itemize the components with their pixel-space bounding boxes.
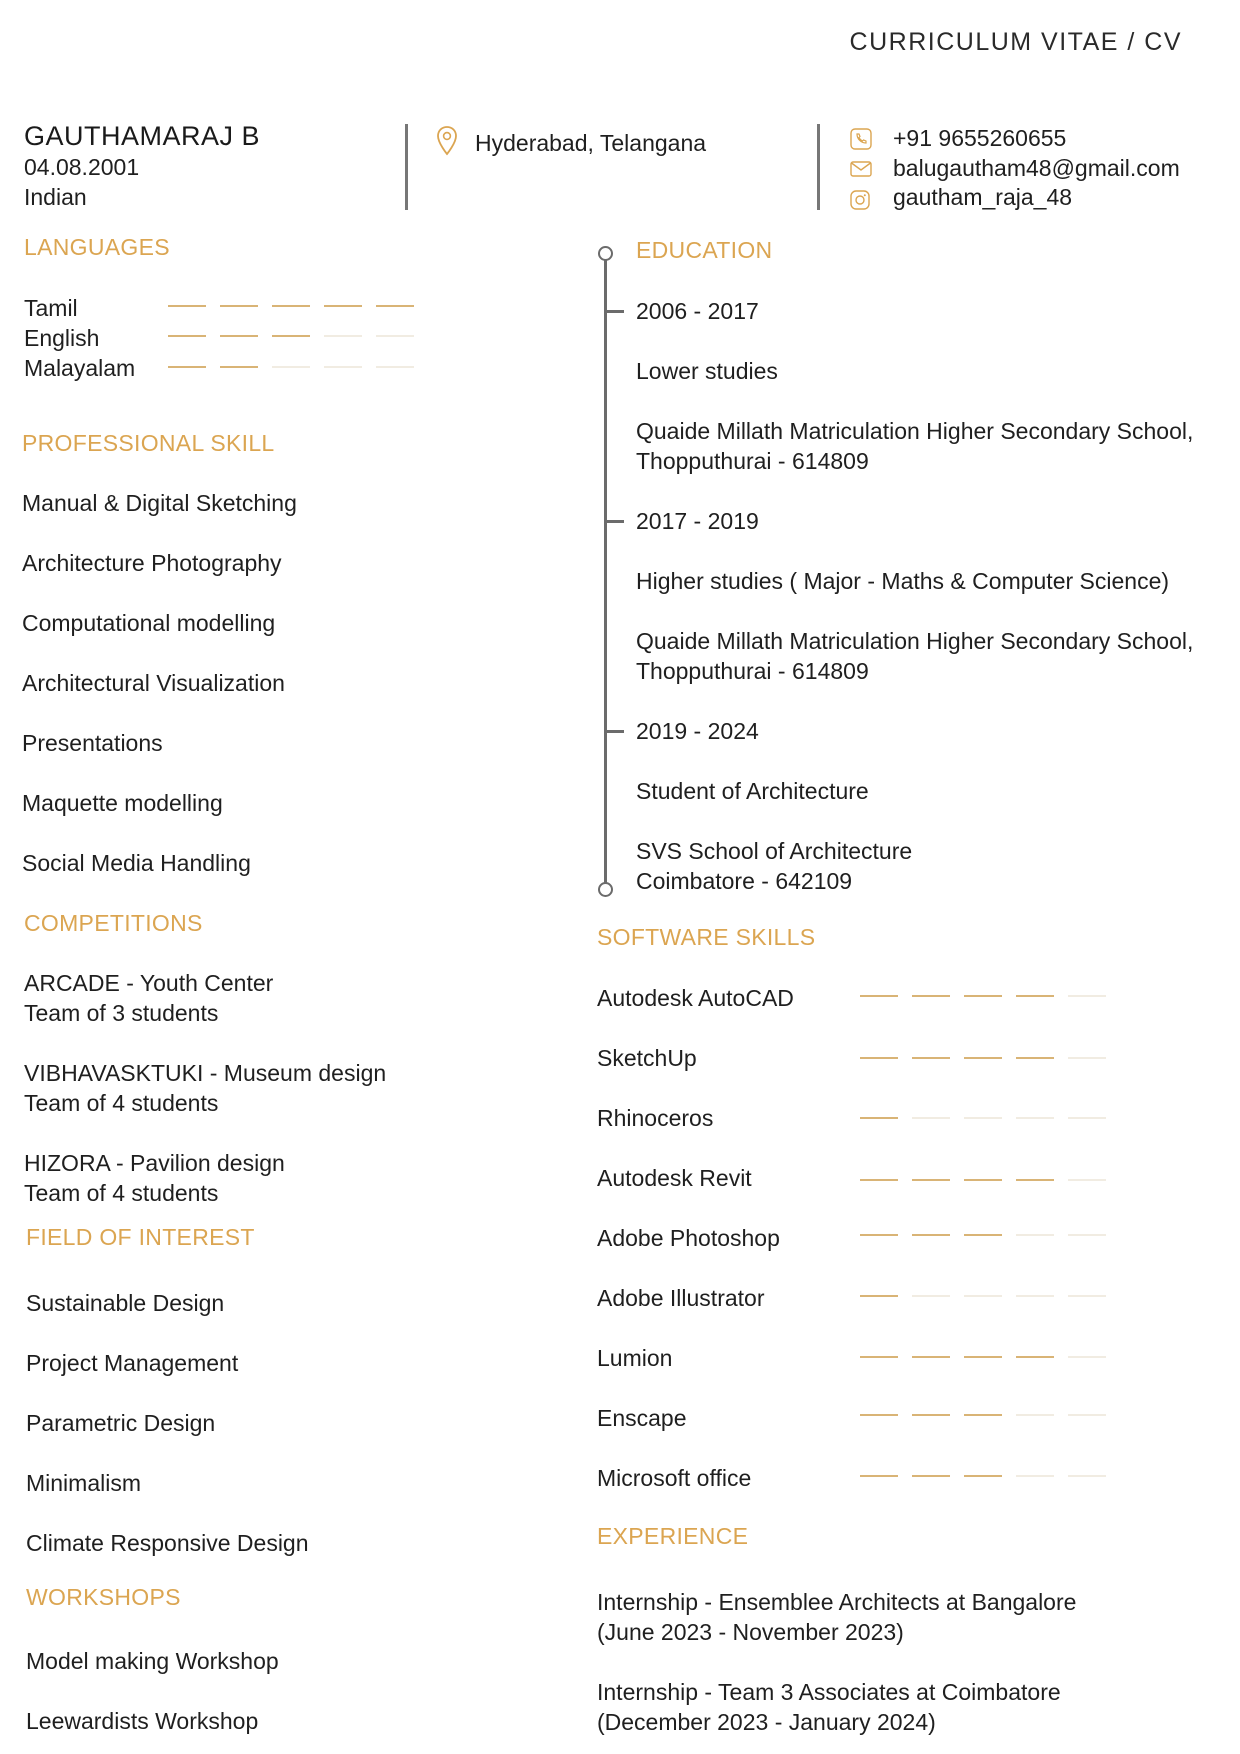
software-name: SketchUp [597,1045,697,1071]
nationality: Indian [24,184,87,210]
experience-role: Internship - Team 3 Associates at Coimbatore [597,1679,1061,1705]
level-dash-filled [272,335,310,337]
level-dash-filled [220,305,258,307]
experience-period: (December 2023 - January 2024) [597,1709,936,1735]
level-dash-filled [912,1234,950,1236]
experience-period: (June 2023 - November 2023) [597,1619,904,1645]
software-level-bar [860,1414,1120,1416]
language-name: Malayalam [24,355,136,381]
level-dash-empty [324,335,362,337]
workshops-heading: WORKSHOPS [26,1584,181,1610]
level-dash-empty [1016,1234,1054,1236]
competition-item [24,1058,386,1118]
software-name: Autodesk AutoCAD [597,985,794,1011]
level-dash-empty [964,1295,1002,1297]
interest-item: Minimalism [26,1470,141,1496]
level-dash-filled [912,1414,950,1416]
email-address: balugautham48@gmail.com [893,155,1180,181]
level-dash-filled [860,1356,898,1358]
header-divider-1 [405,124,408,210]
education-level: Student of Architecture [636,778,869,804]
level-dash-empty [1016,1117,1054,1119]
school-name: Quaide Millath Matriculation Higher Secondary School, [636,418,1194,444]
level-dash-empty [272,366,310,368]
location-text: Hyderabad, Telangana [475,130,707,156]
software-name: Adobe Photoshop [597,1225,780,1251]
level-dash-empty [1068,1179,1106,1181]
skill-item: Architectural Visualization [22,670,285,696]
experience-item [597,1677,1061,1737]
skill-item: Manual & Digital Sketching [22,490,297,516]
level-dash-empty [912,1117,950,1119]
level-dash-empty [1016,1475,1054,1477]
experience-role: Internship - Ensemblee Architects at Bangalore [597,1589,1077,1615]
level-dash-filled [860,1117,898,1119]
level-dash-empty [324,366,362,368]
level-dash-filled [860,1057,898,1059]
interest-item: Climate Responsive Design [26,1530,309,1556]
software-name: Adobe Illustrator [597,1285,765,1311]
education-school [636,416,1193,476]
timeline-tick [604,520,624,523]
skill-item: Social Media Handling [22,850,251,876]
timeline-tick [604,310,624,313]
interest-item: Parametric Design [26,1410,216,1436]
competition-team: Team of 3 students [24,1000,219,1026]
skill-item: Presentations [22,730,163,756]
competition-team: Team of 4 students [24,1090,219,1116]
software-name: Autodesk Revit [597,1165,752,1191]
competition-title: VIBHAVASKTUKI - Museum design [24,1060,387,1086]
level-dash-filled [912,1475,950,1477]
software-level-bar [860,1234,1120,1236]
language-level-bar [168,335,428,337]
experience-heading: EXPERIENCE [597,1523,749,1549]
school-location: Thopputhurai - 614809 [636,448,869,474]
competition-team: Team of 4 students [24,1180,219,1206]
software-level-bar [860,1117,1120,1119]
level-dash-filled [860,1234,898,1236]
software-level-bar [860,1295,1120,1297]
school-name: SVS School of Architecture [636,838,913,864]
instagram-handle: gautham_raja_48 [893,184,1073,210]
software-name: Rhinoceros [597,1105,714,1131]
language-level-bar [168,305,428,307]
language-name: English [24,325,100,351]
software-level-bar [860,1475,1120,1477]
field-of-interest-heading: FIELD OF INTEREST [26,1224,255,1250]
level-dash-empty [964,1117,1002,1119]
education-level: Higher studies ( Major - Maths & Computer Science) [636,568,1170,594]
professional-skill-heading: PROFESSIONAL SKILL [22,430,275,456]
level-dash-filled [964,1475,1002,1477]
competition-item [24,968,273,1028]
level-dash-empty [1068,1234,1106,1236]
level-dash-empty [1016,1295,1054,1297]
interest-item: Project Management [26,1350,239,1376]
level-dash-filled [1016,1356,1054,1358]
level-dash-filled [912,1356,950,1358]
level-dash-filled [1016,1179,1054,1181]
education-school [636,626,1193,686]
software-level-bar [860,995,1120,997]
date-of-birth: 04.08.2001 [24,154,140,180]
software-level-bar [860,1356,1120,1358]
skill-item: Maquette modelling [22,790,223,816]
competition-title: ARCADE - Youth Center [24,970,274,996]
software-name: Enscape [597,1405,687,1431]
level-dash-filled [168,366,206,368]
education-years: 2006 - 2017 [636,298,759,324]
phone-icon [850,128,872,150]
level-dash-filled [168,305,206,307]
level-dash-filled [168,335,206,337]
software-name: Lumion [597,1345,673,1371]
education-heading: EDUCATION [636,237,773,263]
level-dash-filled [964,1179,1002,1181]
level-dash-filled [964,1356,1002,1358]
timeline-end-dot [598,882,613,897]
level-dash-filled [860,1475,898,1477]
education-level: Lower studies [636,358,778,384]
level-dash-filled [1016,995,1054,997]
level-dash-empty [1068,1356,1106,1358]
level-dash-filled [860,1414,898,1416]
language-level-bar [168,366,428,368]
level-dash-empty [1068,1117,1106,1119]
level-dash-filled [912,995,950,997]
software-level-bar [860,1179,1120,1181]
skill-item: Architecture Photography [22,550,282,576]
level-dash-filled [912,1057,950,1059]
level-dash-filled [324,305,362,307]
document-title: CURRICULUM VITAE / CV [849,28,1182,56]
school-location: Thopputhurai - 614809 [636,658,869,684]
level-dash-filled [964,1057,1002,1059]
level-dash-empty [1068,1057,1106,1059]
workshop-item: Leewardists Workshop [26,1708,259,1734]
level-dash-filled [272,305,310,307]
timeline-tick [604,730,624,733]
software-level-bar [860,1057,1120,1059]
software-skills-heading: SOFTWARE SKILLS [597,924,816,950]
experience-item [597,1587,1076,1647]
level-dash-filled [220,335,258,337]
location-pin-icon [436,125,458,157]
level-dash-empty [376,335,414,337]
level-dash-filled [912,1179,950,1181]
level-dash-filled [860,1295,898,1297]
education-years: 2019 - 2024 [636,718,759,744]
level-dash-empty [1016,1414,1054,1416]
workshop-item: Model making Workshop [26,1648,279,1674]
education-years: 2017 - 2019 [636,508,759,534]
level-dash-empty [1068,1295,1106,1297]
level-dash-empty [1068,1414,1106,1416]
level-dash-filled [1016,1057,1054,1059]
level-dash-empty [1068,995,1106,997]
competition-item [24,1148,285,1208]
languages-heading: LANGUAGES [24,234,170,260]
competition-title: HIZORA - Pavilion design [24,1150,285,1176]
level-dash-filled [220,366,258,368]
software-name: Microsoft office [597,1465,752,1491]
school-name: Quaide Millath Matriculation Higher Secondary School, [636,628,1194,654]
level-dash-filled [860,1179,898,1181]
phone-number: +91 9655260655 [893,125,1067,151]
email-icon [850,160,872,178]
level-dash-empty [912,1295,950,1297]
interest-item: Sustainable Design [26,1290,225,1316]
skill-item: Computational modelling [22,610,276,636]
level-dash-filled [964,1234,1002,1236]
school-location: Coimbatore - 642109 [636,868,853,894]
language-name: Tamil [24,295,78,321]
level-dash-filled [376,305,414,307]
header-divider-2 [817,124,820,210]
level-dash-empty [1068,1475,1106,1477]
level-dash-filled [964,1414,1002,1416]
timeline-start-dot [598,246,613,261]
competitions-heading: COMPETITIONS [24,910,203,936]
instagram-icon [850,190,870,210]
education-school [636,836,912,896]
level-dash-filled [860,995,898,997]
timeline-line [604,252,607,890]
level-dash-filled [964,995,1002,997]
person-name: GAUTHAMARAJ B [24,121,261,151]
level-dash-empty [376,366,414,368]
